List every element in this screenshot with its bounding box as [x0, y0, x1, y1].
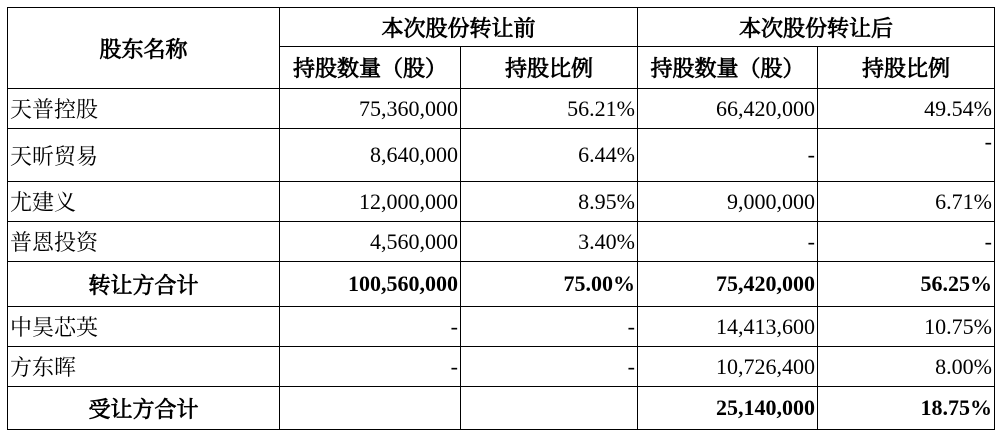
before-shares: -	[280, 347, 461, 387]
after-ratio: 18.75%	[818, 387, 995, 430]
after-ratio: -	[818, 222, 995, 262]
before-shares: -	[280, 307, 461, 347]
header-after-ratio: 持股比例	[818, 47, 995, 89]
header-before-ratio: 持股比例	[461, 47, 638, 89]
after-shares: 75,420,000	[638, 262, 818, 307]
shareholder-name: 尤建义	[8, 182, 280, 222]
after-ratio: 49.54%	[818, 89, 995, 129]
before-ratio: -	[461, 347, 638, 387]
after-ratio: -	[818, 129, 995, 182]
before-shares: 100,560,000	[280, 262, 461, 307]
table-row-subtotal-transferor	[8, 262, 995, 307]
after-ratio: 8.00%	[818, 347, 995, 387]
shareholder-name: 天普控股	[8, 89, 280, 129]
before-shares: 4,560,000	[280, 222, 461, 262]
header-row-groups	[8, 8, 995, 47]
subtotal-label: 受让方合计	[8, 387, 280, 430]
header-before-shares: 持股数量（股）	[280, 47, 461, 89]
before-shares	[280, 387, 461, 430]
after-shares: 25,140,000	[638, 387, 818, 430]
after-shares: 66,420,000	[638, 89, 818, 129]
after-ratio: 56.25%	[818, 262, 995, 307]
table-row	[8, 129, 995, 182]
after-shares: 9,000,000	[638, 182, 818, 222]
before-ratio: -	[461, 307, 638, 347]
table-row	[8, 347, 995, 387]
before-ratio: 6.44%	[461, 129, 638, 182]
header-shareholder-name: 股东名称	[8, 8, 280, 89]
table-row	[8, 222, 995, 262]
shareholder-name: 天昕贸易	[8, 129, 280, 182]
shareholder-name: 中昊芯英	[8, 307, 280, 347]
after-shares: 10,726,400	[638, 347, 818, 387]
after-shares: -	[638, 222, 818, 262]
before-shares: 75,360,000	[280, 89, 461, 129]
header-after-shares: 持股数量（股）	[638, 47, 818, 89]
table-row-subtotal-transferee	[8, 387, 995, 430]
after-shares: -	[638, 129, 818, 182]
after-shares: 14,413,600	[638, 307, 818, 347]
before-ratio	[461, 387, 638, 430]
shareholding-table	[7, 7, 995, 430]
before-shares: 8,640,000	[280, 129, 461, 182]
before-ratio: 3.40%	[461, 222, 638, 262]
before-ratio: 75.00%	[461, 262, 638, 307]
shareholder-name: 方东晖	[8, 347, 280, 387]
before-shares: 12,000,000	[280, 182, 461, 222]
table-row	[8, 182, 995, 222]
shareholder-name: 普恩投资	[8, 222, 280, 262]
header-before-transfer: 本次股份转让前	[280, 8, 638, 47]
table-row	[8, 89, 995, 129]
after-ratio: 10.75%	[818, 307, 995, 347]
before-ratio: 56.21%	[461, 89, 638, 129]
header-after-transfer: 本次股份转让后	[638, 8, 995, 47]
table-row	[8, 307, 995, 347]
after-ratio: 6.71%	[818, 182, 995, 222]
subtotal-label: 转让方合计	[8, 262, 280, 307]
before-ratio: 8.95%	[461, 182, 638, 222]
